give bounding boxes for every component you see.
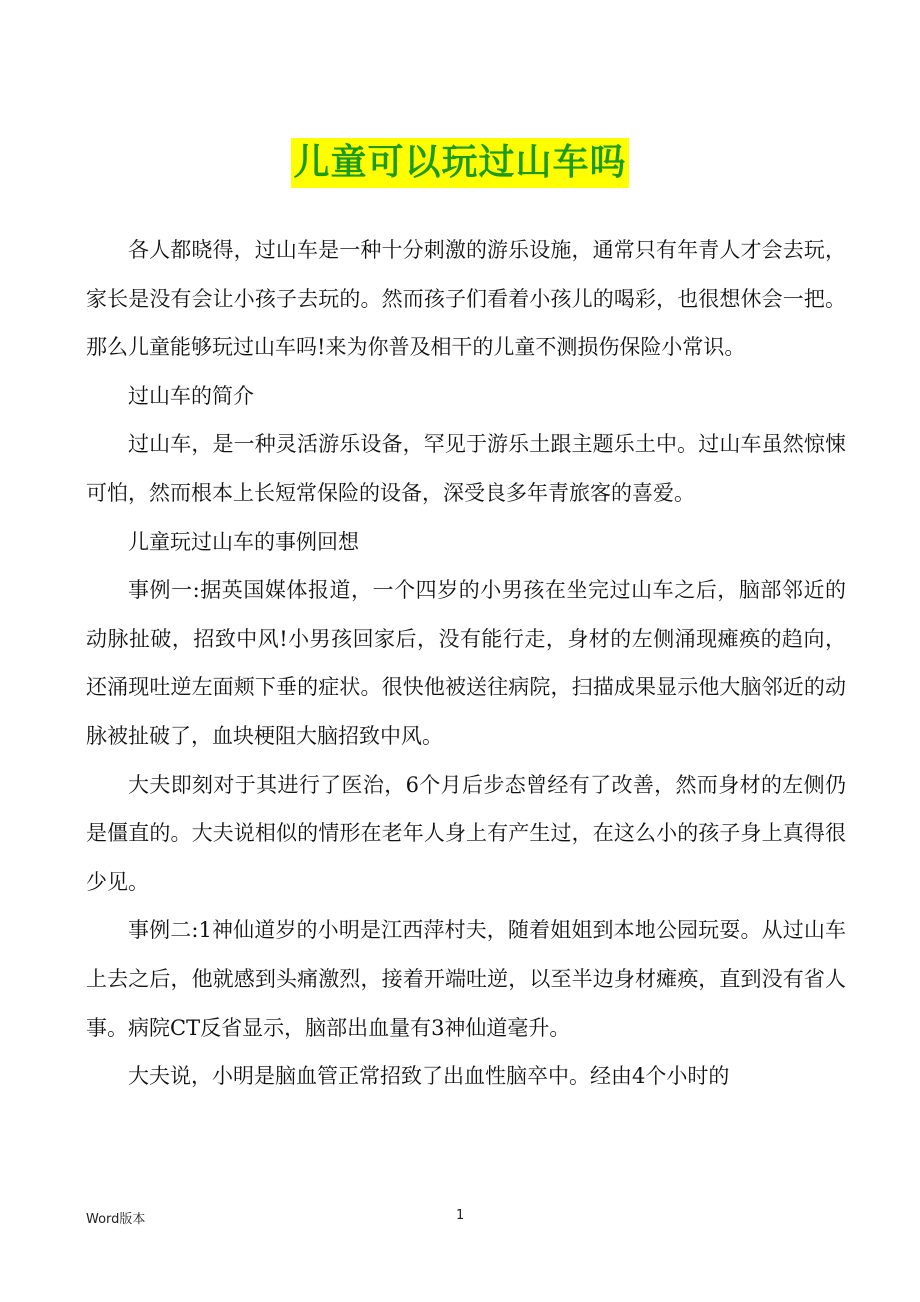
section-heading-cases: 儿童玩过山车的事例回想	[128, 529, 359, 554]
section-heading-intro: 过山车的简介	[128, 383, 254, 408]
paragraph-case-two: 事例二:1神仙道岁的小明是江西萍村夫，随着姐姐到本地公园玩耍。从过山车上去之后，他就感到头痛激烈，接着开端吐逆，以至半边身材瘫痪，直到没有省人事。病院CT反省显示，脑部出血量有3神仙道毫升。	[86, 918, 846, 1040]
paragraph-intro: 各人都晓得，过山车是一种十分刺激的游乐设施，通常只有年青人才会去玩，家长是没有会让小孩子去玩的。然而孩子们看着小孩儿的喝彩，也很想休会一把。那么儿童能够玩过山车吗!来为你普及相干的儿童不测损伤保险小常识。	[86, 238, 846, 360]
footer-page-number: 1	[456, 1208, 465, 1223]
footer-version-label: Word版本	[86, 1212, 146, 1227]
paragraph-case-one-treatment: 大夫即刻对于其进行了医治，6个月后步态曾经有了改善，然而身材的左侧仍是僵直的。大夫说相似的情形在老年人身上有产生过，在这么小的孩子身上真得很少见。	[86, 772, 846, 894]
document-body	[86, 226, 846, 1101]
document-title: 儿童可以玩过山车吗	[291, 138, 628, 188]
paragraph-case-two-diagnosis: 大夫说，小明是脑血管正常招致了出血性脑卒中。经由4个小时的	[128, 1064, 730, 1089]
paragraph-description: 过山车，是一种灵活游乐设备，罕见于游乐土跟主题乐土中。过山车虽然惊悚可怕，然而根本上长短常保险的设备，深受良多年青旅客的喜爱。	[86, 432, 846, 505]
title-container	[0, 138, 920, 188]
paragraph-case-one: 事例一:据英国媒体报道，一个四岁的小男孩在坐完过山车之后，脑部邻近的动脉扯破，招致中风!小男孩回家后，没有能行走，身材的左侧涌现瘫痪的趋向，还涌现吐逆左面颊下垂的症状。很快他被送往病院，扫描成果显示他大脑邻近的动脉被扯破了，血块梗阻大脑招致中风。	[86, 578, 846, 748]
